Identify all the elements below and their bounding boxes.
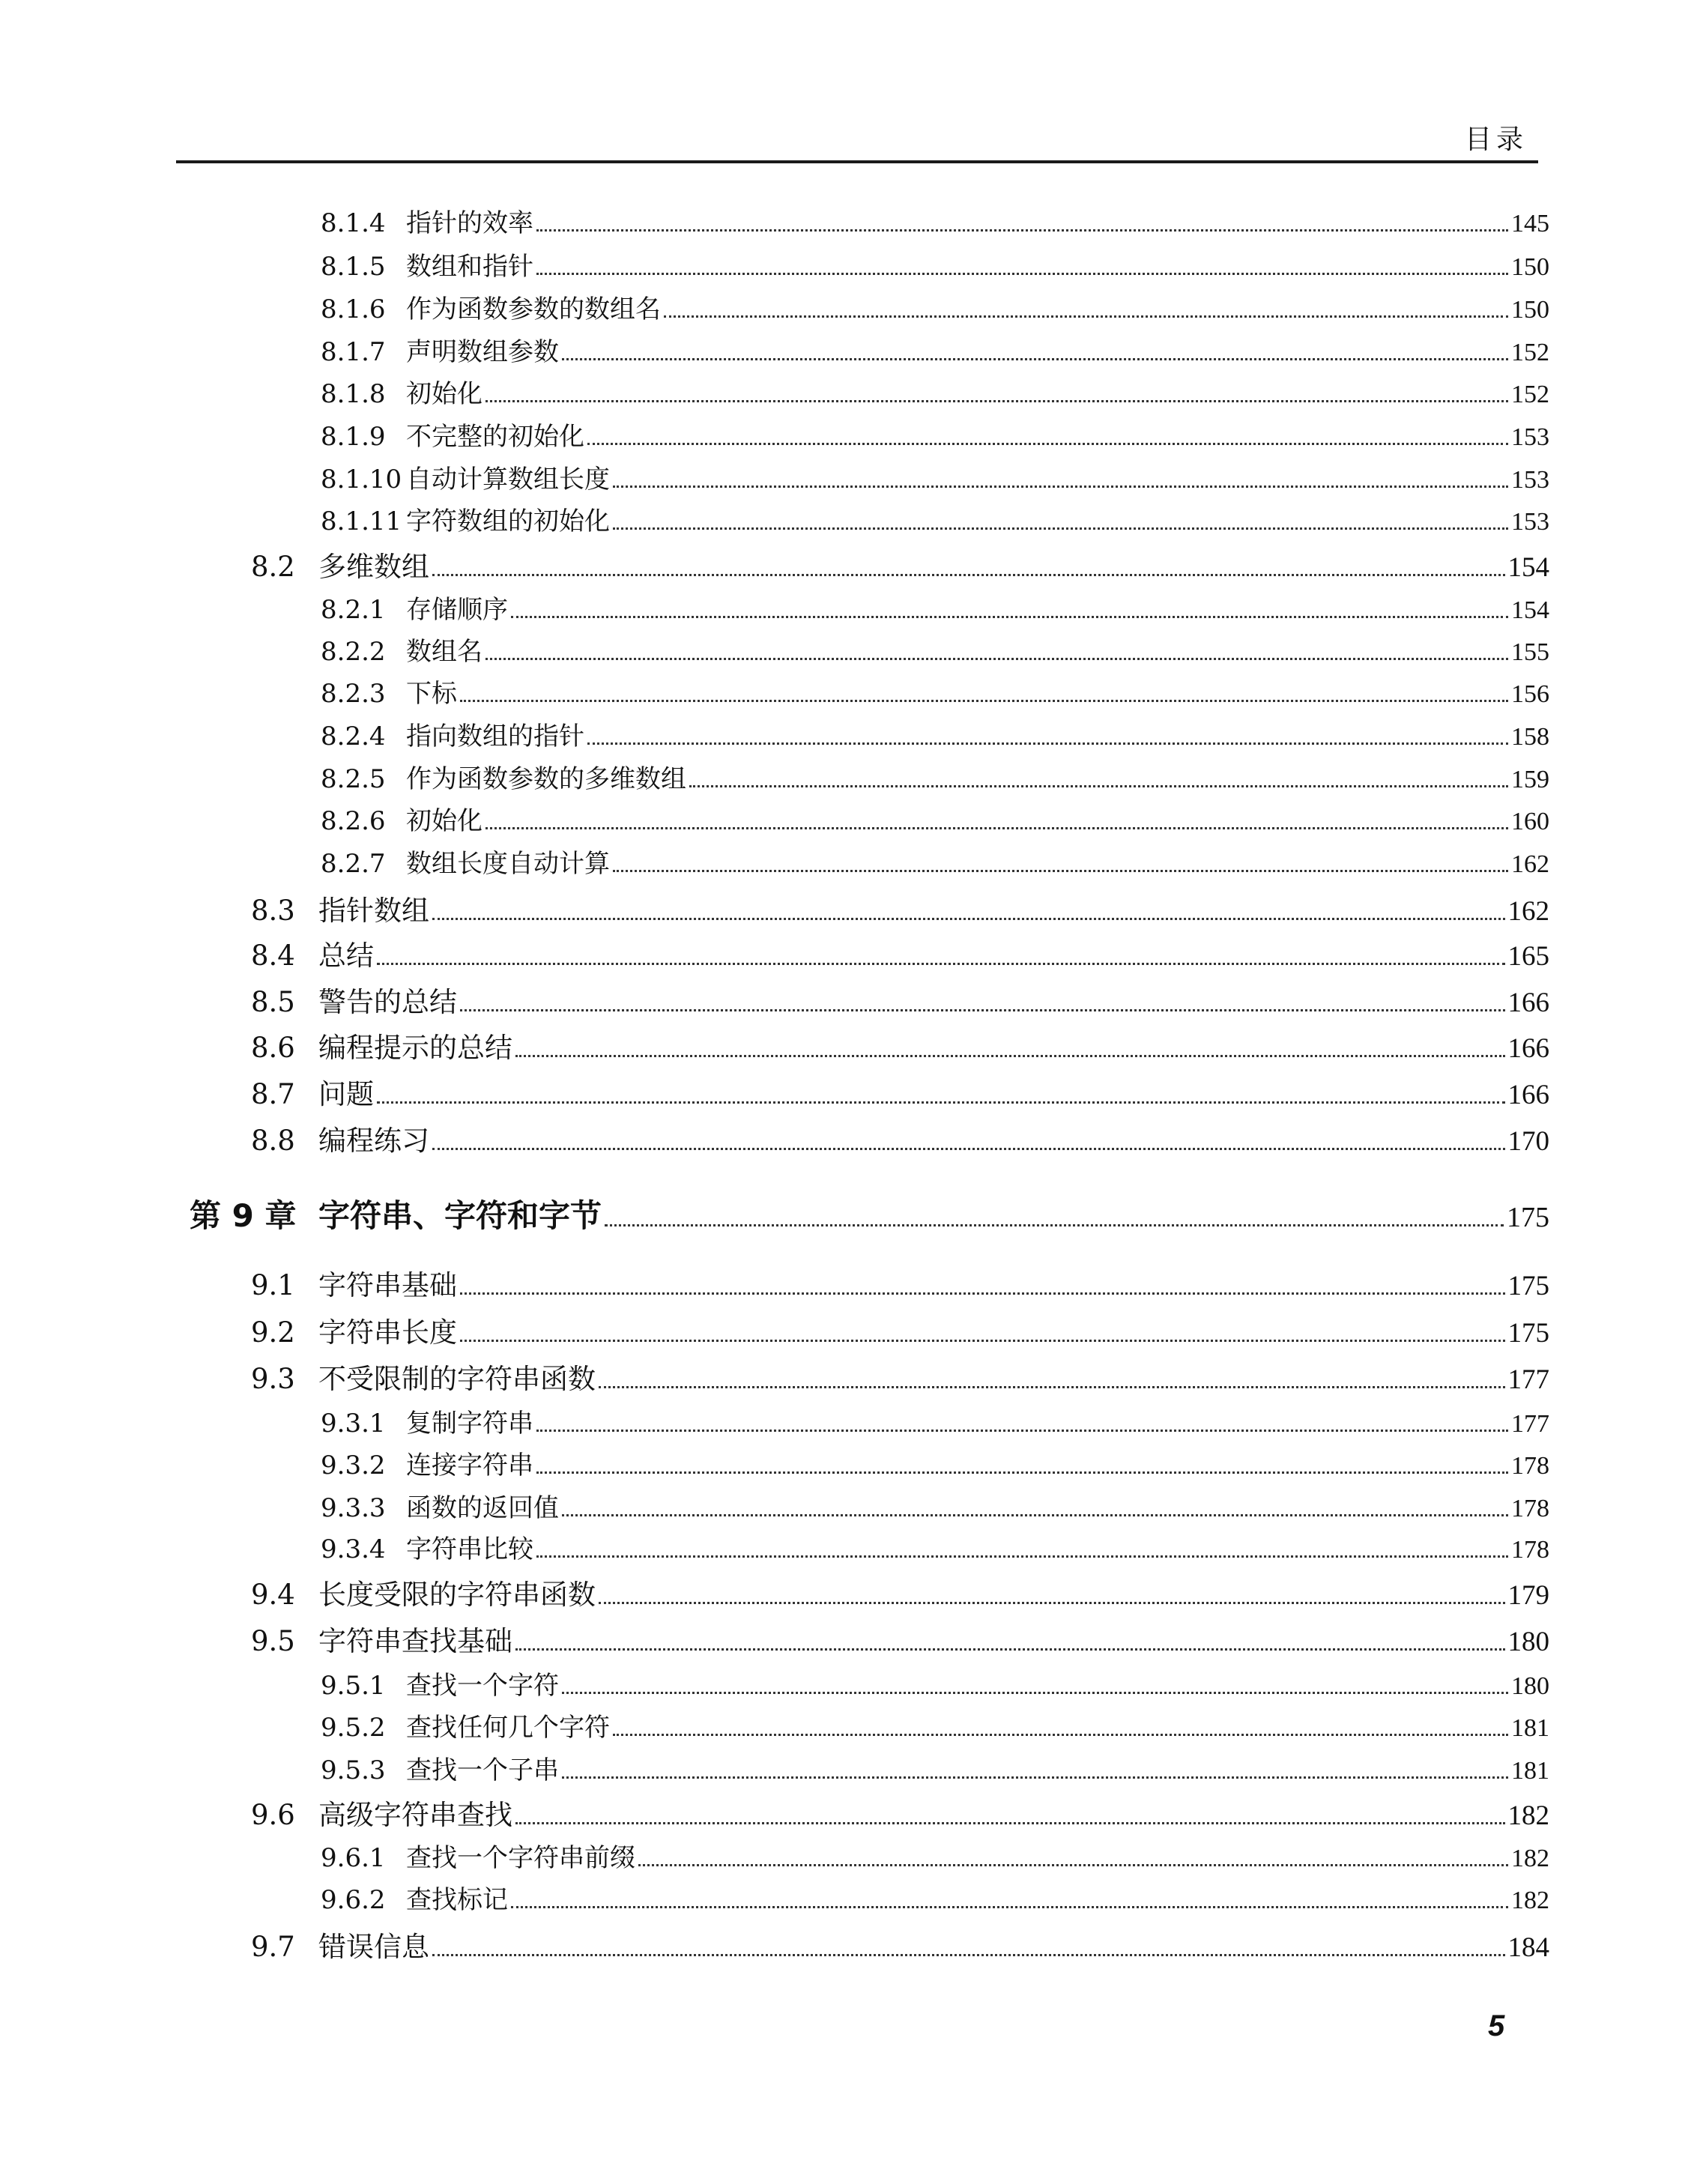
toc-dot-leader xyxy=(689,785,1508,787)
toc-entry-title: 总结 xyxy=(318,940,374,972)
toc-subsection-entry xyxy=(321,800,1549,836)
toc-entry-page: 162 xyxy=(1511,850,1549,878)
toc-subsection-entry xyxy=(321,1403,1549,1439)
toc-entry-number: 8.1.10 xyxy=(321,465,402,494)
toc-entry-title: 字符串、字符和字节 xyxy=(318,1197,602,1234)
toc-section-entry xyxy=(251,1310,1549,1349)
toc-entry-page: 154 xyxy=(1507,552,1549,583)
toc-section-entry xyxy=(251,1118,1549,1157)
toc-entry-number: 8.1.5 xyxy=(321,252,386,282)
toc-entry-number: 8.3 xyxy=(251,895,295,927)
toc-entry-page: 158 xyxy=(1511,723,1549,751)
toc-section-entry xyxy=(251,1618,1549,1657)
toc-entry-number: 8.1.9 xyxy=(321,422,386,452)
toc-entry-title: 字符串比较 xyxy=(406,1534,533,1564)
toc-entry-number: 9.1 xyxy=(251,1269,295,1301)
toc-entry-number: 8.5 xyxy=(251,986,295,1018)
toc-entry-page: 182 xyxy=(1507,1800,1549,1831)
toc-dot-leader xyxy=(377,963,1505,965)
toc-entry-title: 复制字符串 xyxy=(406,1409,533,1439)
toc-entry-page: 162 xyxy=(1507,896,1549,927)
toc-entry-number: 8.2.5 xyxy=(321,764,386,794)
toc-dot-leader xyxy=(432,1954,1505,1956)
toc-entry-number: 8.2.4 xyxy=(321,722,386,751)
toc-dot-leader xyxy=(377,1101,1505,1104)
toc-subsection-entry xyxy=(321,500,1549,536)
toc-entry-page: 182 xyxy=(1511,1887,1549,1914)
toc-entry-number: 8.1.11 xyxy=(321,506,402,536)
toc-entry-title: 字符数组的初始化 xyxy=(406,506,610,536)
toc-entry-number: 9.3.3 xyxy=(321,1493,386,1523)
toc-entry-title: 编程练习 xyxy=(318,1125,429,1157)
toc-entry-title: 高级字符串查找 xyxy=(318,1799,512,1831)
toc-dot-leader xyxy=(605,1224,1504,1226)
toc-entry-title: 初始化 xyxy=(406,379,482,409)
toc-subsection-entry xyxy=(321,288,1549,324)
toc-entry-page: 160 xyxy=(1511,808,1549,835)
toc-dot-leader xyxy=(432,574,1505,576)
toc-dot-leader xyxy=(536,229,1508,232)
toc-entry-title: 下标 xyxy=(406,679,457,709)
toc-section-entry xyxy=(251,933,1549,972)
toc-entry-page: 155 xyxy=(1511,638,1549,666)
toc-subsection-entry xyxy=(321,1665,1549,1701)
toc-entry-number: 8.7 xyxy=(251,1078,295,1110)
toc-section-entry xyxy=(251,1025,1549,1064)
toc-subsection-entry xyxy=(321,631,1549,667)
toc-entry-number: 8.2.3 xyxy=(321,679,386,709)
toc-section-entry xyxy=(251,1572,1549,1611)
toc-dot-leader xyxy=(587,742,1508,745)
toc-entry-number: 8.2.2 xyxy=(321,637,386,667)
toc-entry-page: 181 xyxy=(1511,1757,1549,1785)
toc-subsection-entry xyxy=(321,1445,1549,1480)
toc-entry-number: 8.6 xyxy=(251,1032,295,1064)
toc-entry-page: 166 xyxy=(1507,987,1549,1018)
toc-dot-leader xyxy=(515,1822,1505,1824)
toc-dot-leader xyxy=(613,485,1508,488)
toc-dot-leader xyxy=(515,1648,1505,1651)
toc-subsection-entry xyxy=(321,1749,1549,1785)
toc-entry-number: 8.8 xyxy=(251,1125,295,1157)
toc-entry-title: 字符串长度 xyxy=(318,1316,457,1349)
toc-dot-leader xyxy=(511,616,1508,618)
toc-subsection-entry xyxy=(321,459,1549,494)
toc-entry-title: 查找一个子串 xyxy=(406,1755,559,1785)
toc-subsection-entry xyxy=(321,716,1549,751)
toc-dot-leader xyxy=(460,1009,1505,1011)
toc-entry-page: 181 xyxy=(1511,1714,1549,1742)
toc-section-entry xyxy=(251,1071,1549,1110)
toc-entry-page: 182 xyxy=(1511,1845,1549,1872)
running-header-title: 目录 xyxy=(1465,124,1528,155)
toc-dot-leader xyxy=(515,1055,1505,1057)
toc-entry-title: 数组名 xyxy=(406,637,482,667)
toc-section-entry xyxy=(251,888,1549,927)
toc-entry-page: 184 xyxy=(1507,1932,1549,1963)
toc-entry-number: 9.6.2 xyxy=(321,1885,386,1915)
toc-dot-leader xyxy=(613,870,1508,872)
toc-subsection-entry xyxy=(321,843,1549,879)
toc-entry-number: 8.2.1 xyxy=(321,595,386,625)
toc-dot-leader xyxy=(562,358,1508,360)
toc-entry-number: 9.5 xyxy=(251,1625,295,1657)
toc-dot-leader xyxy=(536,273,1508,275)
toc-entry-title: 存储顺序 xyxy=(406,595,508,625)
toc-subsection-entry xyxy=(321,1707,1549,1743)
toc-entry-title: 不受限制的字符串函数 xyxy=(318,1363,596,1395)
toc-entry-page: 154 xyxy=(1511,596,1549,624)
toc-entry-page: 180 xyxy=(1511,1672,1549,1700)
toc-subsection-entry xyxy=(321,673,1549,709)
toc-entry-page: 150 xyxy=(1511,296,1549,324)
toc-entry-title: 数组和指针 xyxy=(406,252,533,282)
toc-entry-title: 查找一个字符 xyxy=(406,1671,559,1701)
toc-entry-number: 9.5.3 xyxy=(321,1755,386,1785)
toc-entry-number: 第 9 章 xyxy=(190,1197,297,1234)
toc-entry-number: 9.3.2 xyxy=(321,1451,386,1480)
toc-entry-page: 165 xyxy=(1507,941,1549,972)
toc-section-entry xyxy=(251,1262,1549,1301)
toc-entry-title: 问题 xyxy=(318,1078,374,1110)
toc-entry-page: 153 xyxy=(1511,423,1549,451)
toc-subsection-entry xyxy=(321,202,1549,238)
toc-dot-leader xyxy=(485,658,1508,660)
toc-entry-number: 8.2.7 xyxy=(321,849,386,879)
toc-dot-leader xyxy=(664,315,1508,318)
toc-entry-number: 9.5.2 xyxy=(321,1713,386,1743)
toc-entry-page: 153 xyxy=(1511,466,1549,494)
toc-entry-page: 159 xyxy=(1511,766,1549,793)
toc-entry-number: 9.3.4 xyxy=(321,1534,386,1564)
toc-dot-leader xyxy=(536,1430,1508,1432)
toc-dot-leader xyxy=(638,1864,1508,1866)
toc-dot-leader xyxy=(485,400,1508,402)
toc-entry-number: 8.2.6 xyxy=(321,806,386,836)
toc-entry-number: 8.1.7 xyxy=(321,337,386,367)
toc-subsection-entry xyxy=(321,373,1549,409)
toc-entry-page: 152 xyxy=(1511,381,1549,408)
toc-dot-leader xyxy=(432,1148,1505,1150)
toc-dot-leader xyxy=(460,1340,1505,1342)
toc-entry-title: 错误信息 xyxy=(318,1931,429,1963)
toc-entry-title: 连接字符串 xyxy=(406,1451,533,1480)
toc-entry-title: 指针的效率 xyxy=(406,208,533,238)
toc-dot-leader xyxy=(599,1602,1505,1604)
toc-entry-title: 长度受限的字符串函数 xyxy=(318,1579,596,1611)
toc-subsection-entry xyxy=(321,416,1549,452)
toc-entry-number: 9.7 xyxy=(251,1931,295,1963)
toc-entry-page: 175 xyxy=(1507,1202,1549,1233)
toc-entry-page: 178 xyxy=(1511,1452,1549,1480)
toc-section-entry xyxy=(251,1356,1549,1395)
toc-subsection-entry xyxy=(321,589,1549,625)
toc-section-entry xyxy=(251,1792,1549,1831)
toc-entry-number: 9.6 xyxy=(251,1799,295,1831)
toc-entry-page: 156 xyxy=(1511,680,1549,708)
toc-entry-page: 166 xyxy=(1507,1033,1549,1064)
toc-dot-leader xyxy=(511,1906,1508,1908)
toc-section-entry xyxy=(251,979,1549,1018)
toc-entry-title: 指针数组 xyxy=(318,895,429,927)
toc-subsection-entry xyxy=(321,331,1549,367)
toc-dot-leader xyxy=(613,527,1508,530)
toc-entry-title: 声明数组参数 xyxy=(406,337,559,367)
toc-dot-leader xyxy=(562,1692,1508,1694)
toc-entry-number: 9.2 xyxy=(251,1316,295,1349)
toc-dot-leader xyxy=(432,918,1505,920)
toc-entry-page: 145 xyxy=(1511,210,1549,238)
toc-entry-title: 自动计算数组长度 xyxy=(406,465,610,494)
toc-chapter-entry xyxy=(190,1191,1549,1234)
toc-entry-page: 153 xyxy=(1511,508,1549,536)
toc-entry-number: 8.1.4 xyxy=(321,208,386,238)
toc-dot-leader xyxy=(536,1555,1508,1558)
toc-entry-page: 175 xyxy=(1507,1271,1549,1301)
toc-entry-page: 166 xyxy=(1507,1080,1549,1110)
toc-entry-title: 数组长度自动计算 xyxy=(406,849,610,879)
toc-entry-title: 作为函数参数的数组名 xyxy=(406,294,661,324)
toc-entry-title: 多维数组 xyxy=(318,551,429,583)
toc-dot-leader xyxy=(536,1471,1508,1474)
toc-dot-leader xyxy=(562,1776,1508,1779)
toc-subsection-entry xyxy=(321,1879,1549,1915)
toc-section-entry xyxy=(251,544,1549,583)
toc-dot-leader xyxy=(562,1514,1508,1516)
toc-dot-leader xyxy=(599,1386,1505,1388)
toc-entry-number: 9.3 xyxy=(251,1363,295,1395)
toc-dot-leader xyxy=(587,443,1508,445)
toc-entry-number: 9.4 xyxy=(251,1579,295,1611)
toc-entry-title: 字符串基础 xyxy=(318,1269,457,1301)
toc-subsection-entry xyxy=(321,1487,1549,1523)
toc-entry-number: 9.6.1 xyxy=(321,1843,386,1873)
toc-entry-page: 178 xyxy=(1511,1495,1549,1522)
toc-section-entry xyxy=(251,1924,1549,1963)
toc-dot-leader xyxy=(485,827,1508,829)
toc-entry-title: 字符串查找基础 xyxy=(318,1625,512,1657)
toc-subsection-entry xyxy=(321,1837,1549,1873)
toc-subsection-entry xyxy=(321,1528,1549,1564)
toc-entry-page: 177 xyxy=(1511,1410,1549,1438)
toc-entry-page: 178 xyxy=(1511,1536,1549,1564)
toc-subsection-entry xyxy=(321,246,1549,282)
page-number: 5 xyxy=(1488,2009,1505,2042)
toc-entry-title: 初始化 xyxy=(406,806,482,836)
toc-entry-title: 编程提示的总结 xyxy=(318,1032,512,1064)
toc-entry-number: 8.1.6 xyxy=(321,294,386,324)
toc-entry-title: 查找任何几个字符 xyxy=(406,1713,610,1743)
toc-entry-number: 9.3.1 xyxy=(321,1409,386,1439)
toc-entry-page: 180 xyxy=(1507,1627,1549,1657)
toc-entry-page: 170 xyxy=(1507,1126,1549,1157)
toc-dot-leader xyxy=(460,700,1508,702)
toc-entry-page: 152 xyxy=(1511,339,1549,366)
toc-dot-leader xyxy=(613,1734,1508,1736)
toc-entry-number: 8.4 xyxy=(251,940,295,972)
toc-entry-title: 不完整的初始化 xyxy=(406,422,584,452)
toc-entry-title: 查找标记 xyxy=(406,1885,508,1915)
toc-entry-page: 177 xyxy=(1507,1364,1549,1395)
toc-entry-title: 函数的返回值 xyxy=(406,1493,559,1523)
toc-entry-number: 8.1.8 xyxy=(321,379,386,409)
toc-subsection-entry xyxy=(321,758,1549,794)
toc-dot-leader xyxy=(460,1292,1505,1295)
toc-entry-page: 150 xyxy=(1511,253,1549,281)
toc-entry-title: 指向数组的指针 xyxy=(406,722,584,751)
toc-entry-number: 8.2 xyxy=(251,551,295,583)
toc-entry-page: 175 xyxy=(1507,1318,1549,1349)
toc-entry-page: 179 xyxy=(1507,1580,1549,1611)
toc-entry-title: 作为函数参数的多维数组 xyxy=(406,764,686,794)
toc-entry-number: 9.5.1 xyxy=(321,1671,386,1701)
toc-entry-title: 查找一个字符串前缀 xyxy=(406,1843,635,1873)
toc-entry-title: 警告的总结 xyxy=(318,986,457,1018)
